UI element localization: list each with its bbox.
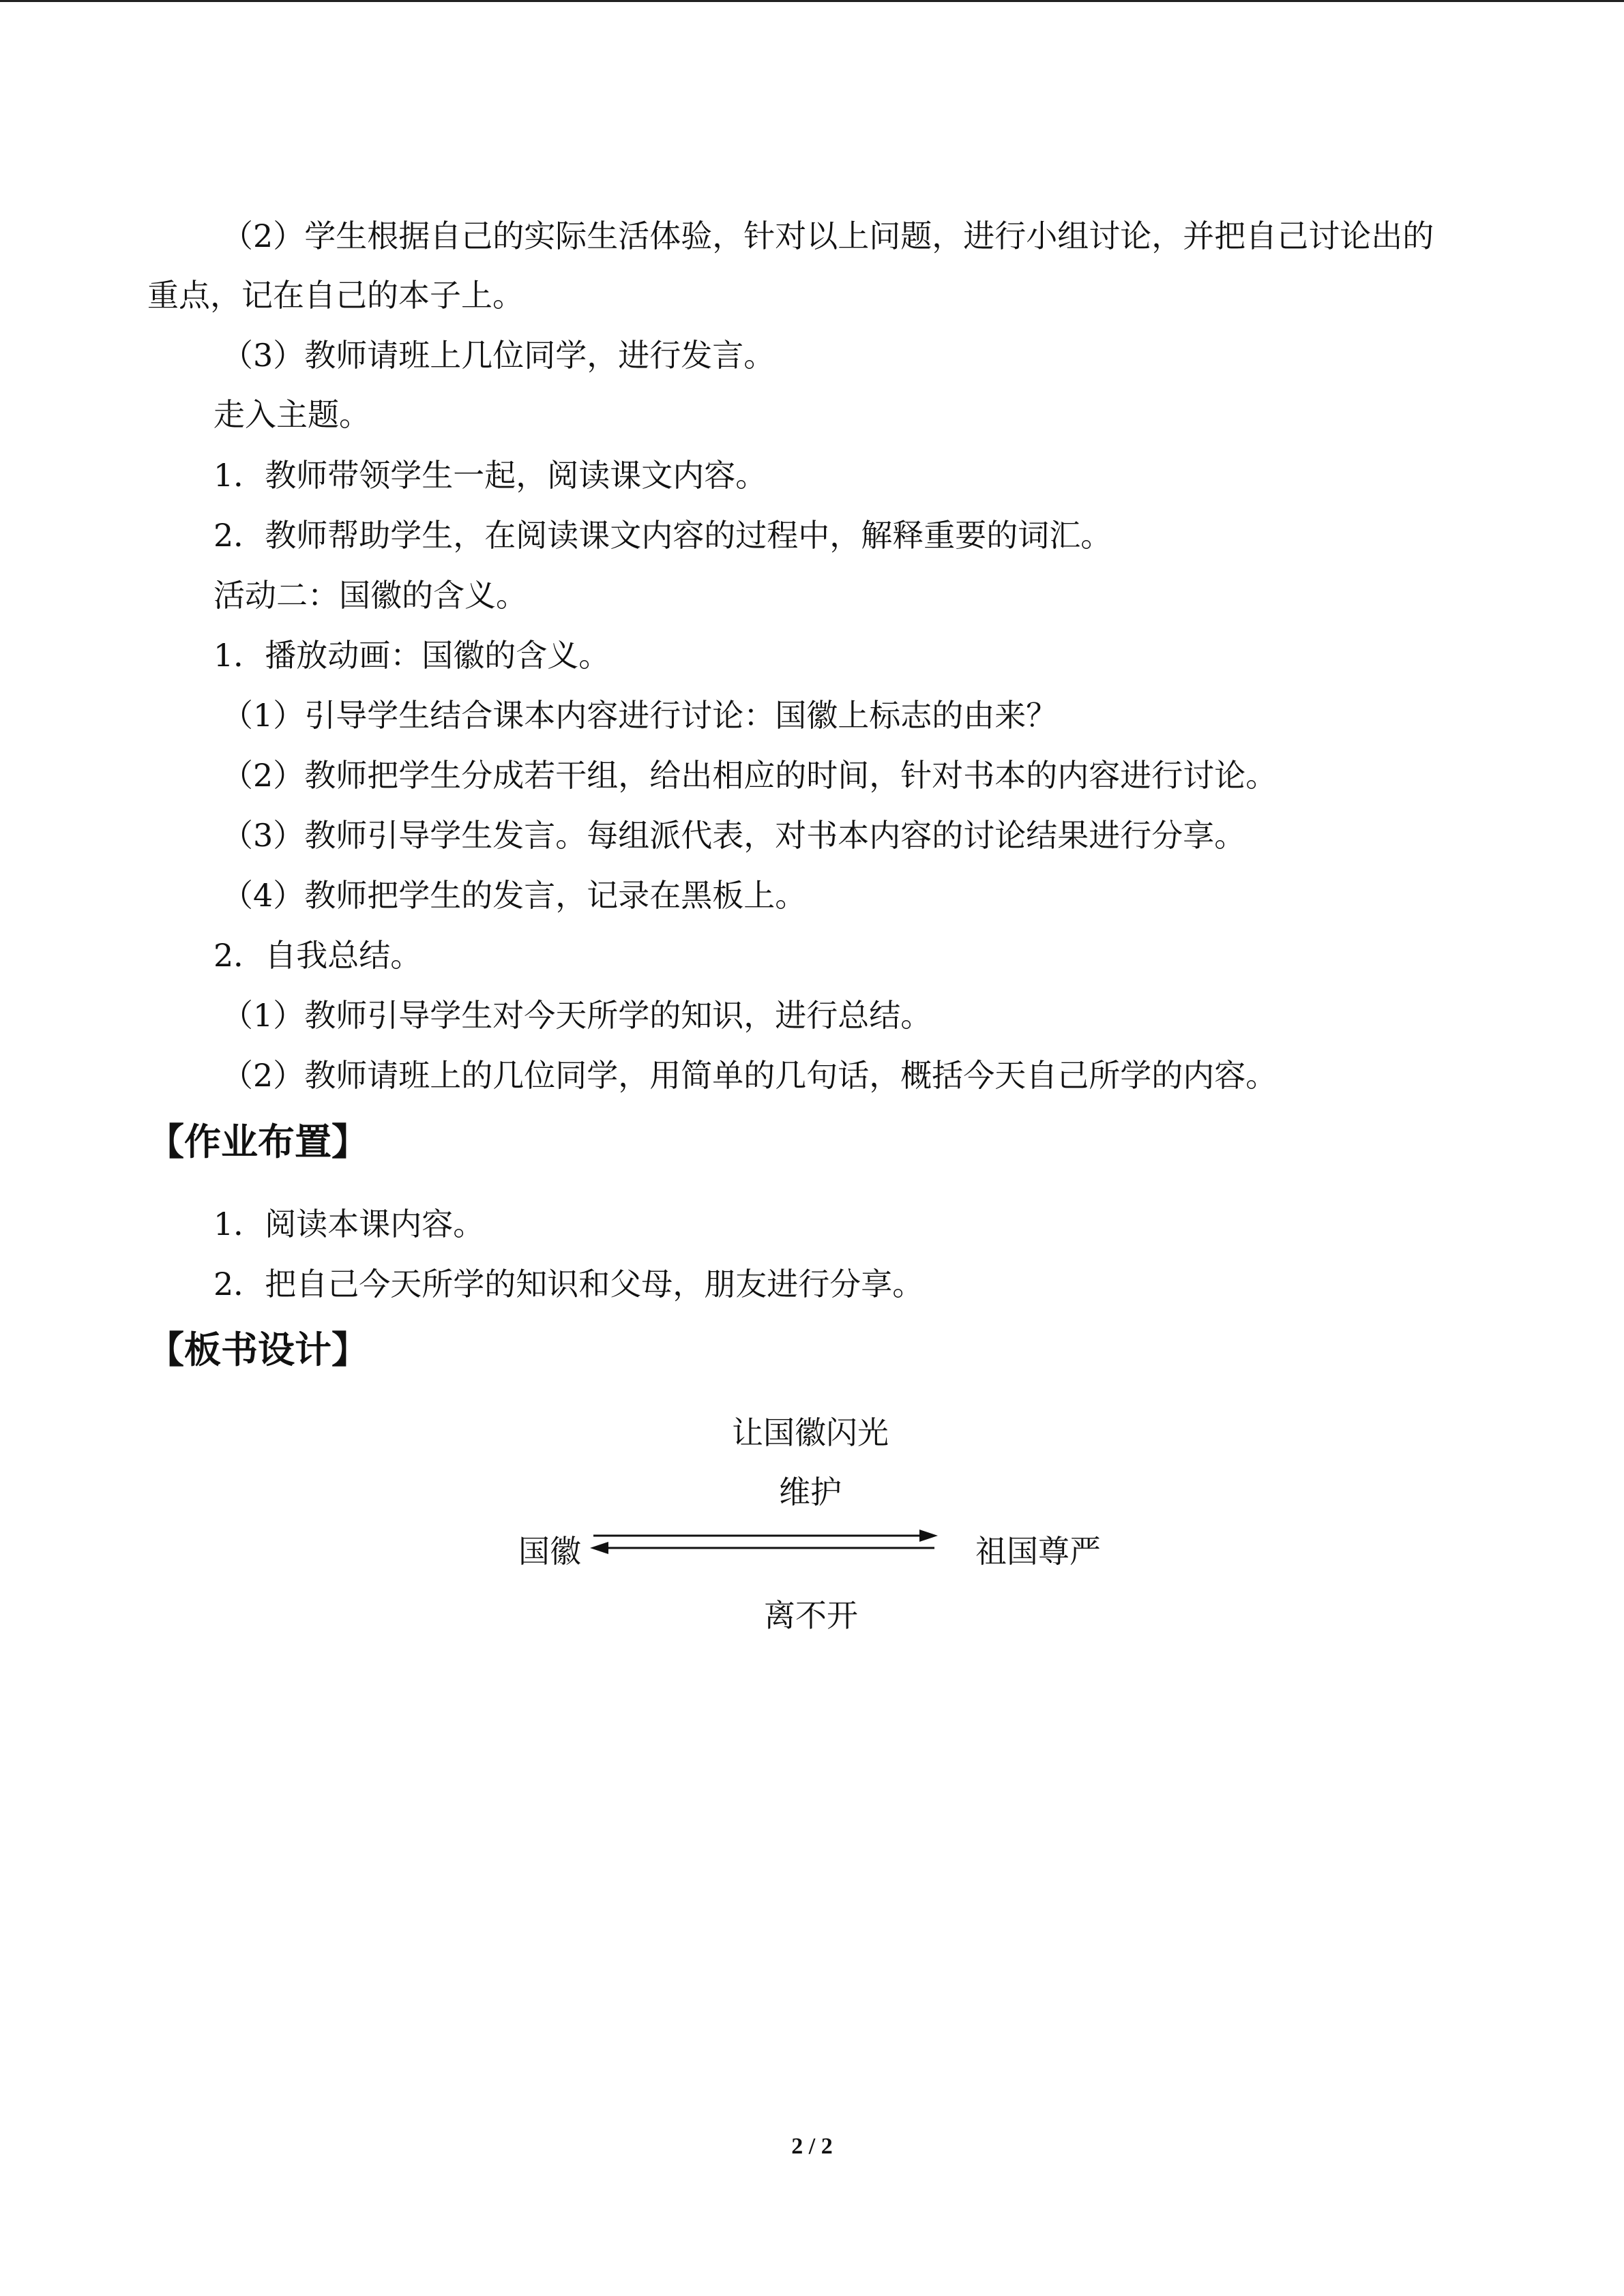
homework-item-1: 1．阅读本课内容。 xyxy=(213,1206,485,1242)
body-line-11: （3）教师引导学生发言。每组派代表，对书本内容的讨论结果进行分享。 xyxy=(222,817,1246,854)
board-heading: 【板书设计】 xyxy=(147,1328,368,1371)
body-line-4: 走入主题。 xyxy=(213,396,370,433)
board-title: 让国徽闪光 xyxy=(732,1414,889,1451)
homework-item-2: 2．把自己今天所学的知识和父母，朋友进行分享。 xyxy=(213,1266,924,1302)
homework-heading: 【作业布置】 xyxy=(147,1120,368,1163)
body-line-9: （1）引导学生结合课本内容进行讨论：国徽上标志的由来？ xyxy=(222,697,1058,734)
body-line-10: （2）教师把学生分成若干组，给出相应的时间，针对书本的内容进行讨论。 xyxy=(222,757,1278,794)
page-top-border xyxy=(0,0,1624,2)
body-line-3: （3）教师请班上几位同学，进行发言。 xyxy=(222,337,776,374)
left-arrowhead xyxy=(590,1542,608,1554)
right-arrowhead xyxy=(919,1530,938,1542)
page-number: 2 / 2 xyxy=(791,2134,833,2159)
body-line-12: （4）教师把学生的发言，记录在黑板上。 xyxy=(222,877,807,914)
double-arrow xyxy=(587,1524,941,1572)
body-line-7: 活动二：国徽的含义。 xyxy=(213,577,527,614)
body-line-5: 1．教师带领学生一起，阅读课文内容。 xyxy=(213,457,767,494)
board-top-label: 维护 xyxy=(779,1474,842,1510)
body-line-2: 重点，记在自己的本子上。 xyxy=(147,277,524,314)
body-line-13: 2．自我总结。 xyxy=(213,937,422,974)
body-line-8: 1．播放动画：国徽的含义。 xyxy=(213,637,610,674)
body-line-15: （2）教师请班上的几位同学，用简单的几句话，概括今天自己所学的内容。 xyxy=(222,1057,1278,1094)
board-left-label: 国徽 xyxy=(518,1533,581,1570)
body-line-14: （1）教师引导学生对今天所学的知识，进行总结。 xyxy=(222,997,932,1034)
board-bottom-label: 离不开 xyxy=(764,1597,858,1634)
body-line-1: （2）学生根据自己的实际生活体验，针对以上问题，进行小组讨论，并把自己讨论出的 xyxy=(222,218,1434,254)
board-right-label: 祖国尊严 xyxy=(975,1533,1101,1570)
body-line-6: 2．教师帮助学生，在阅读课文内容的过程中，解释重要的词汇。 xyxy=(213,517,1112,554)
